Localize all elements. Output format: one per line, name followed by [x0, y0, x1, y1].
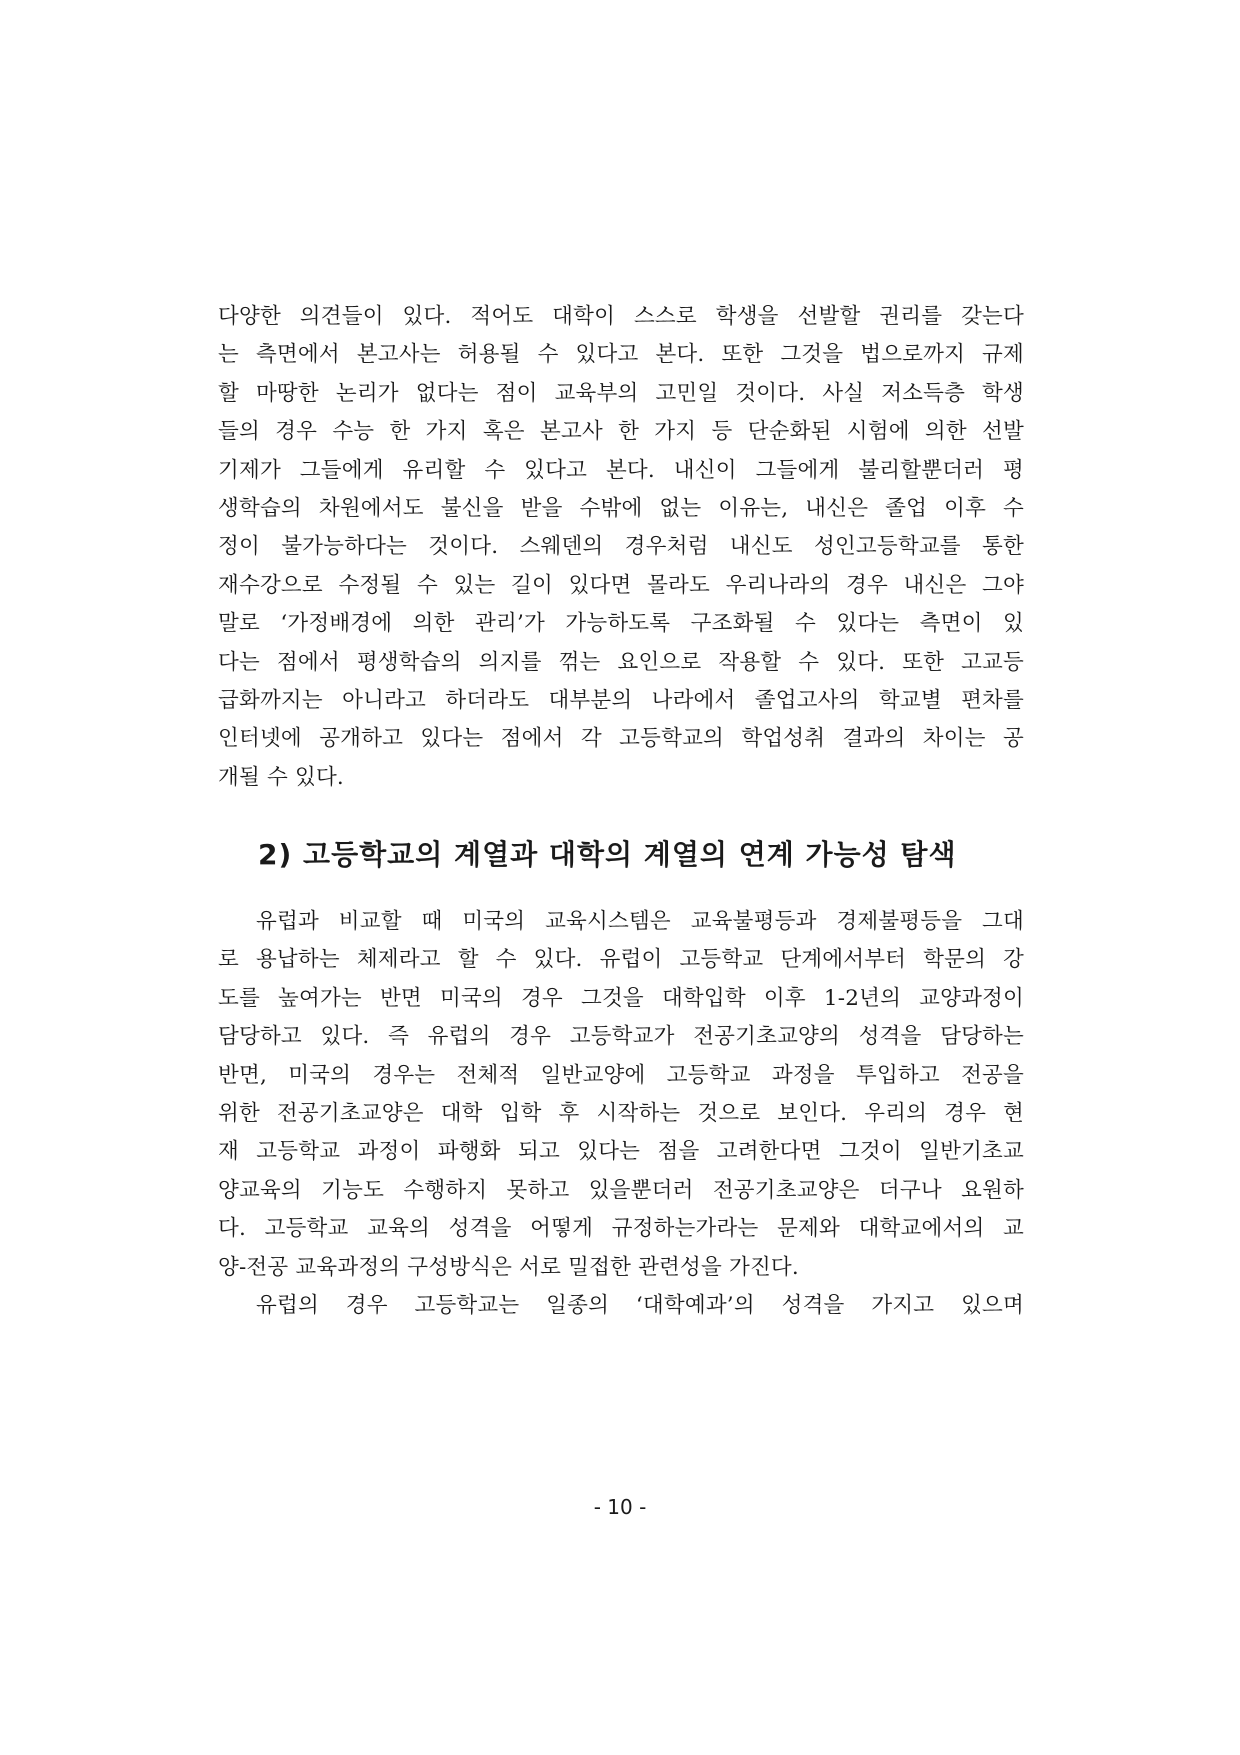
text-line: 기제가 그들에게 유리할 수 있다고 본다. 내신이 그들에게 불리할뿐더러 평 — [218, 457, 1024, 483]
text-line: 들의 경우 수능 한 가지 혹은 본고사 한 가지 등 단순화된 시험에 의한 선발 — [218, 419, 1024, 445]
paragraph-2 — [218, 903, 1024, 1287]
text-line: 다. 고등학교 교육의 성격을 어떻게 규정하는가라는 문제와 대학교에서의 교 — [218, 1216, 1024, 1242]
text-line: 다는 점에서 평생학습의 의지를 꺾는 요인으로 작용할 수 있다. 또한 고교등 — [218, 649, 1024, 675]
text-line: 다양한 의견들이 있다. 적어도 대학이 스스로 학생을 선발할 권리를 갖는다 — [218, 304, 1024, 329]
text-line: 개될 수 있다. — [218, 764, 344, 790]
paragraph-1 — [218, 298, 1024, 797]
text-line: 할 마땅한 논리가 없다는 점이 교육부의 고민일 것이다. 사실 저소득층 학생 — [218, 380, 1024, 406]
text-line: 로 용납하는 체제라고 할 수 있다. 유럽이 고등학교 단계에서부터 학문의 강 — [218, 947, 1024, 973]
text-line: 급화까지는 아니라고 하더라도 대부분의 나라에서 졸업고사의 학교별 편차를 — [218, 687, 1024, 713]
text-line: 생학습의 차원에서도 불신을 받을 수밖에 없는 이유는, 내신은 졸업 이후 수 — [218, 495, 1024, 521]
text-line: 인터넷에 공개하고 있다는 점에서 각 고등학교의 학업성취 결과의 차이는 공 — [218, 726, 1024, 752]
text-line: 말로 ‘가정배경에 의한 관리’가 가능하도록 구조화될 수 있다는 측면이 있 — [218, 611, 1024, 637]
text-line: 재수강으로 수정될 수 있는 길이 있다면 몰라도 우리나라의 경우 내신은 그야 — [218, 572, 1024, 598]
text-line: 유럽과 비교할 때 미국의 교육시스템은 교육불평등과 경제불평등을 그대 — [256, 909, 1024, 935]
text-line: 담당하고 있다. 즉 유럽의 경우 고등학교가 전공기초교양의 성격을 담당하는 — [218, 1024, 1024, 1050]
text-line: 재 고등학교 과정이 파행화 되고 있다는 점을 고려한다면 그것이 일반기초교 — [218, 1139, 1024, 1165]
text-line: 위한 전공기초교양은 대학 입학 후 시작하는 것으로 보인다. 우리의 경우 현 — [218, 1101, 1024, 1127]
section-heading: 2) 고등학교의 계열과 대학의 계열의 연계 가능성 탐색 — [258, 838, 957, 872]
text-line: 양교육의 기능도 수행하지 못하고 있을뿐더러 전공기초교양은 더구나 요원하 — [218, 1177, 1024, 1203]
text-line: 반면, 미국의 경우는 전체적 일반교양에 고등학교 과정을 투입하고 전공을 — [218, 1062, 1024, 1088]
text-line: 도를 높여가는 반면 미국의 경우 그것을 대학입학 이후 1-2년의 교양과정이 — [218, 985, 1024, 1011]
text-line: 는 측면에서 본고사는 허용될 수 있다고 본다. 또한 그것을 법으로까지 규제 — [218, 342, 1024, 368]
page-number: - 10 - — [593, 1495, 647, 1519]
text-line: 양-전공 교육과정의 구성방식은 서로 밀접한 관련성을 가진다. — [218, 1254, 799, 1280]
paragraph-3 — [218, 1287, 1024, 1325]
document-body — [218, 298, 1024, 1325]
text-line: 정이 불가능하다는 것이다. 스웨덴의 경우처럼 내신도 성인고등학교를 통한 — [218, 534, 1024, 560]
text-line: 유럽의 경우 고등학교는 일종의 ‘대학예과’의 성격을 가지고 있으며 — [256, 1292, 1024, 1318]
